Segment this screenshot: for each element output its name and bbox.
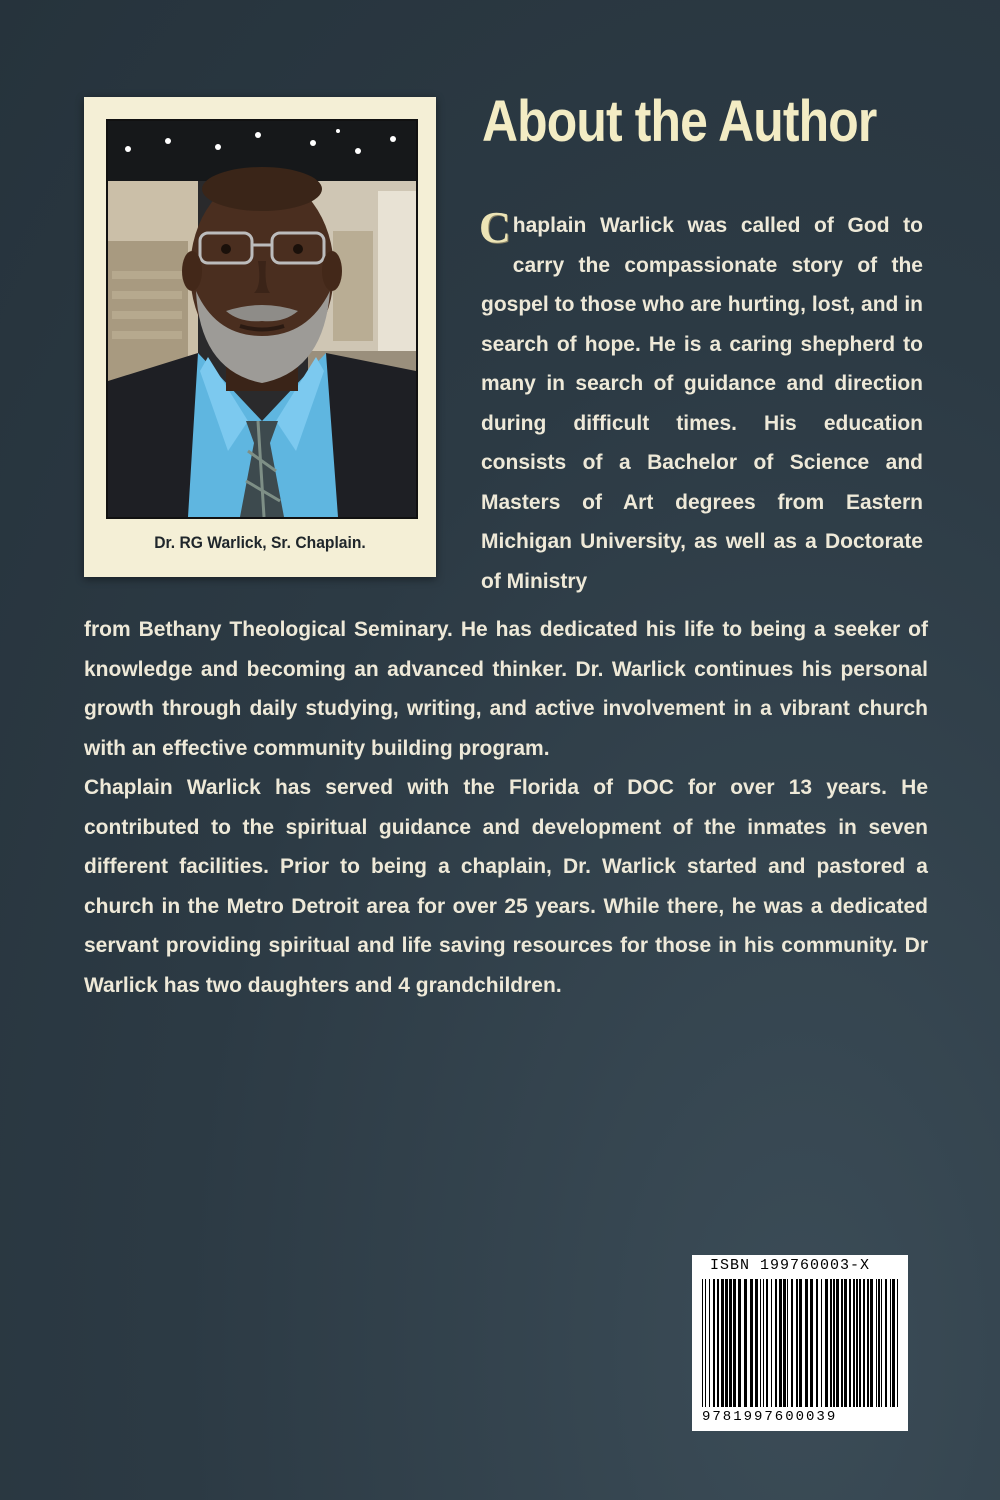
isbn-label: ISBN 199760003-X xyxy=(710,1257,871,1274)
barcode-bar xyxy=(890,1279,891,1407)
barcode-bar xyxy=(779,1279,782,1407)
barcode-bar xyxy=(897,1279,898,1407)
barcode-bar xyxy=(885,1279,887,1407)
barcode-bar xyxy=(810,1279,813,1407)
barcode-bar xyxy=(892,1279,895,1407)
photo-caption: Dr. RG Warlick, Sr. Chaplain. xyxy=(154,533,366,552)
author-photo xyxy=(106,119,418,519)
barcode-bar xyxy=(755,1279,758,1407)
barcode-bar xyxy=(750,1279,753,1407)
barcode-bar xyxy=(878,1279,880,1407)
barcode-bar xyxy=(830,1279,832,1407)
barcode-bar xyxy=(881,1279,882,1407)
barcode-bar xyxy=(791,1279,793,1407)
barcode-bar xyxy=(709,1279,710,1407)
barcode-bar xyxy=(863,1279,865,1407)
author-photo-frame xyxy=(84,97,436,577)
barcode-bar xyxy=(787,1279,788,1407)
barcode-bar xyxy=(821,1279,822,1407)
barcode-bar xyxy=(841,1279,843,1407)
barcode-bar xyxy=(702,1279,703,1407)
barcode-bar xyxy=(744,1279,747,1407)
barcode-bar xyxy=(876,1279,877,1407)
barcode-bar xyxy=(771,1279,772,1407)
barcode-bar xyxy=(717,1279,719,1407)
barcode-bar xyxy=(713,1279,715,1407)
barcode-bar xyxy=(856,1279,858,1407)
bio-full-width xyxy=(84,610,928,1005)
barcode-bar xyxy=(799,1279,802,1407)
barcode-bar xyxy=(816,1279,818,1407)
barcode-bar xyxy=(760,1279,761,1407)
barcode-bar xyxy=(733,1279,736,1407)
barcode-bar xyxy=(721,1279,724,1407)
isbn-digits: 9781997600039 xyxy=(702,1409,838,1425)
page-title: About the Author xyxy=(482,89,877,154)
barcode-bar xyxy=(763,1279,764,1407)
barcode-bar xyxy=(766,1279,768,1407)
barcode-bar xyxy=(844,1279,847,1407)
barcode-bar xyxy=(805,1279,808,1407)
barcode-bar xyxy=(783,1279,786,1407)
barcode-bar xyxy=(775,1279,777,1407)
bio-paragraph-2: Chaplain Warlick has served with the Florida of DOC for over 13 years. He contributed to the spiritual guidance and development of the inmates in seven different facilities. Prior to being a chaplain, Dr. Warlick started and pastored a church in the Metro Detroit area for over 25 years. While there, he was a dedicated servant providing spiritual and life saving resources for those in his community. Dr Warlick has two daughters and 4 grandchildren. xyxy=(84,776,928,997)
barcode-bar xyxy=(853,1279,855,1407)
bio-continued-text: from Bethany Theological Seminary. He has dedicated his life to being a seeker of knowledge and becoming an advanced thinker. Dr. Warlick continues his personal growth through daily studying, writing, and active involvement in a vibrant church with an effective community building program. xyxy=(84,618,928,760)
barcode-bar xyxy=(738,1279,741,1407)
isbn-barcode xyxy=(692,1255,908,1431)
barcode-bar xyxy=(859,1279,861,1407)
drop-cap: C xyxy=(479,203,511,252)
barcode-bar xyxy=(729,1279,732,1407)
barcode-bar xyxy=(796,1279,798,1407)
barcode-bars xyxy=(702,1279,898,1407)
barcode-bar xyxy=(825,1279,828,1407)
barcode-bar xyxy=(870,1279,873,1407)
barcode-bar xyxy=(833,1279,835,1407)
bio-column-text: haplain Warlick was called of God to carry the compassionate story of the gospel to those who are hurting, lost, and in search of hope. He is a caring shepherd to many in search of guidance and direction during difficult times. His education consists of a Bachelor of Science and Masters of Art degrees from Eastern Michigan University, as well as a Doctorate of Ministry xyxy=(481,214,923,593)
barcode-bar xyxy=(849,1279,851,1407)
barcode-bar xyxy=(705,1279,706,1407)
barcode-bar xyxy=(725,1279,728,1407)
barcode-bar xyxy=(867,1279,869,1407)
bio-column xyxy=(479,203,923,601)
barcode-bar xyxy=(836,1279,839,1407)
